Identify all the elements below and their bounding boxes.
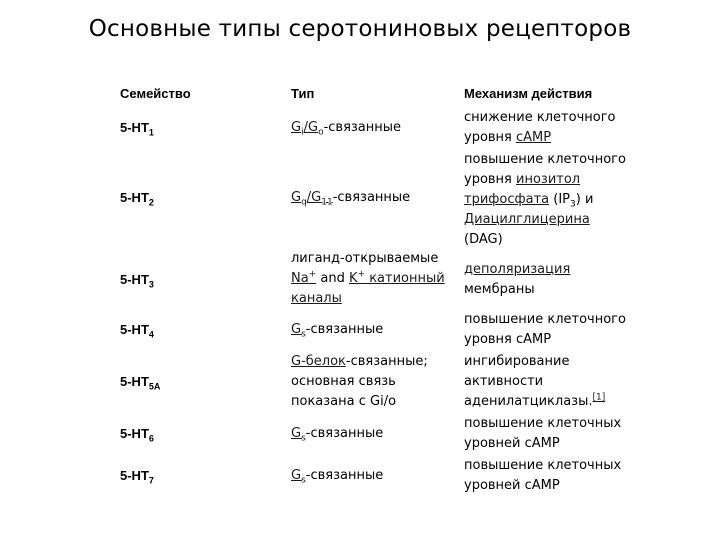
inositol-link[interactable]: инозитол — [516, 172, 581, 187]
camp-link[interactable]: cAMP — [516, 130, 552, 145]
sodium-link[interactable]: Na+ — [291, 269, 317, 286]
depolarization-link[interactable]: деполяризация — [464, 262, 571, 277]
reference-link[interactable]: [1] — [592, 392, 606, 403]
triphosphate-link[interactable]: трифосфата — [464, 192, 550, 207]
type-5ht7: $G_s$-связанные — [291, 468, 384, 486]
family-5ht7: $5-HT_7$ — [120, 468, 154, 486]
diacylglycerol-link[interactable]: Диацилглицерина — [464, 212, 590, 227]
header-type: Тип — [291, 86, 315, 101]
type-5ht5a: G-белок-связанные; основная связь показана с Gi/o — [291, 354, 428, 409]
mech-5ht3: деполяризация мембраны — [464, 260, 634, 300]
potassium-link[interactable]: K+ — [348, 269, 366, 286]
family-5ht6: $5-HT_6$ — [120, 426, 154, 444]
mech-5ht4: повышение клеточного уровня cAMP — [464, 312, 626, 347]
header-mechanism: Механизм действия — [464, 86, 593, 101]
g-protein-link[interactable]: G-белок — [291, 354, 346, 369]
family-5ht4: $5-HT_4$ — [120, 322, 154, 340]
gq-link[interactable]: $G_q/G_{11}$ — [291, 190, 333, 208]
type-5ht4: $G_s$-связанные — [291, 322, 384, 340]
mech-5ht2: повышение клеточного уровня инозитол трифосфата $(IP_3)$ и Диацилглицерина (DAG) — [464, 152, 626, 247]
mech-5ht1: снижение клеточного уровня cAMP — [464, 110, 616, 145]
family-5ht5a: $5-HT_{5A}$ — [120, 374, 161, 392]
mech-5ht6: повышение клеточных уровней cAMP — [464, 416, 622, 451]
gi-link[interactable]: $G_i/G_o$ — [291, 120, 324, 138]
mech-5ht5a: ингибирование активности аденилатциклазы.[1] — [464, 354, 606, 409]
slide-title: Основные типы серотониновых рецепторов — [88, 16, 632, 42]
gs-link[interactable]: $G_s$ — [291, 468, 306, 486]
cation-link[interactable]: катионный — [365, 271, 445, 286]
type-5ht3: лиганд-открываемые Na+ and K+ катионный каналы — [291, 251, 445, 306]
family-5ht3: $5-HT_3$ — [120, 272, 154, 290]
mech-5ht7: повышение клеточных уровней cAMP — [464, 458, 622, 493]
channels-link[interactable]: каналы — [291, 291, 342, 306]
type-5ht6: $G_s$-связанные — [291, 426, 384, 444]
type-5ht2: $G_q/G_{11}$-связанные — [291, 190, 411, 208]
family-5ht1: $5-HT_1$ — [120, 120, 154, 138]
gs-link[interactable]: $G_s$ — [291, 426, 306, 444]
gs-link[interactable]: $G_s$ — [291, 322, 306, 340]
type-5ht1: $G_i/G_o$-связанные — [291, 120, 402, 138]
header-family: Семейство — [120, 86, 191, 101]
family-5ht2: $5-HT_2$ — [120, 190, 154, 208]
